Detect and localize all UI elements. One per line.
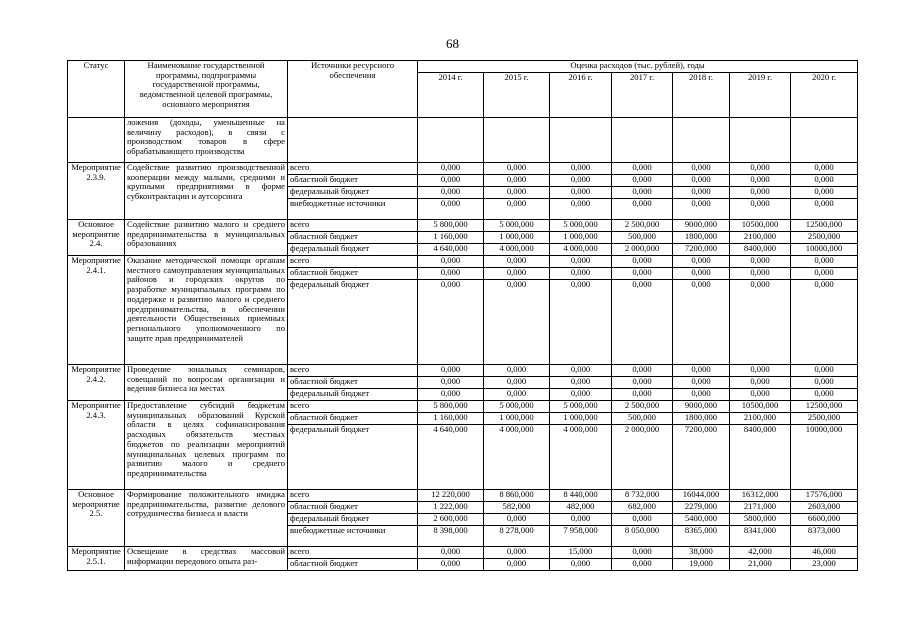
value-cell: 500,000 (612, 413, 673, 425)
status-cell: Мероприятие 2.4.2. (68, 365, 125, 401)
value-cell: 0,000 (612, 559, 673, 571)
value-cell: 21,000 (730, 559, 791, 571)
value-cell: 12500,000 (791, 401, 858, 413)
value-cell: 0,000 (484, 365, 550, 377)
value-cell: 4 000,000 (550, 425, 612, 490)
header-sources: Источники ресурсного обеспечения (288, 61, 418, 118)
program-name-cell: Предоставление субсидий бюджетам муниципальных образований Курской области в целях софинансирования расходных обязательств местных бюджетов по реализации мероприятий муниципальных целевых программ по развитию малого и среднего предпринимательства (125, 401, 288, 490)
value-cell: 5 000,000 (484, 220, 550, 232)
value-cell: 2 000,000 (612, 425, 673, 490)
value-cell: 0,000 (612, 256, 673, 268)
table-row (68, 118, 858, 163)
value-cell: 0,000 (418, 175, 484, 187)
value-cell: 0,000 (550, 175, 612, 187)
value-cell: 0,000 (791, 199, 858, 220)
value-cell: 2 500,000 (612, 220, 673, 232)
value-cell: 5 000,000 (550, 401, 612, 413)
value-cell: 0,000 (730, 163, 791, 175)
value-cell: 582,000 (484, 502, 550, 514)
value-cell: 0,000 (418, 377, 484, 389)
table-row (68, 547, 858, 559)
value-cell: 0,000 (550, 256, 612, 268)
value-cell: 23,000 (791, 559, 858, 571)
value-cell: 0,000 (484, 377, 550, 389)
header-year: 2017 г. (612, 73, 673, 118)
source-cell: всего (288, 401, 418, 413)
value-cell: 7 958,000 (550, 526, 612, 547)
value-cell: 0,000 (673, 175, 730, 187)
value-cell: 2171,000 (730, 502, 791, 514)
value-cell: 0,000 (550, 280, 612, 365)
value-cell: 0,000 (791, 163, 858, 175)
value-cell: 0,000 (791, 377, 858, 389)
value-cell: 0,000 (550, 377, 612, 389)
source-cell: областной бюджет (288, 559, 418, 571)
value-cell: 10500,000 (730, 220, 791, 232)
value-cell: 0,000 (730, 256, 791, 268)
value-cell: 1 222,000 (418, 502, 484, 514)
value-cell: 0,000 (730, 199, 791, 220)
value-cell: 0,000 (612, 280, 673, 365)
value-cell: 0,000 (550, 199, 612, 220)
value-cell: 0,000 (550, 268, 612, 280)
source-cell: всего (288, 163, 418, 175)
source-cell: областной бюджет (288, 413, 418, 425)
value-cell: 4 000,000 (484, 244, 550, 256)
value-cell: 500,000 (612, 232, 673, 244)
value-cell: 0,000 (612, 199, 673, 220)
value-cell: 0,000 (730, 268, 791, 280)
value-cell: 0,000 (612, 547, 673, 559)
source-cell: областной бюджет (288, 175, 418, 187)
value-cell: 5 000,000 (550, 220, 612, 232)
status-cell: Мероприятие 2.5.1. (68, 547, 125, 571)
table-row (68, 490, 858, 502)
value-cell: 5400,000 (673, 514, 730, 526)
value-cell: 0,000 (612, 187, 673, 199)
status-cell: Мероприятие 2.4.3. (68, 401, 125, 490)
table-row (68, 220, 858, 232)
source-cell: федеральный бюджет (288, 425, 418, 490)
value-cell: 8 440,000 (550, 490, 612, 502)
value-cell: 9000,000 (673, 220, 730, 232)
value-cell: 8365,000 (673, 526, 730, 547)
expenditure-table (67, 60, 858, 571)
value-cell: 17576,000 (791, 490, 858, 502)
value-cell: 2100,000 (730, 413, 791, 425)
value-cell: 4 640,000 (418, 244, 484, 256)
value-cell: 0,000 (484, 389, 550, 401)
value-cell: 0,000 (791, 365, 858, 377)
value-cell: 0,000 (673, 199, 730, 220)
value-cell: 8 732,000 (612, 490, 673, 502)
value-cell: 8400,000 (730, 244, 791, 256)
value-cell: 0,000 (418, 163, 484, 175)
status-cell: Основное мероприятие 2.4. (68, 220, 125, 256)
value-cell: 0,000 (612, 365, 673, 377)
program-name-cell: Формирование положительного имиджа предпринимательства, развитие делового сотрудничества бизнеса и власти (125, 490, 288, 547)
value-cell: 16312,000 (730, 490, 791, 502)
status-cell: Основное мероприятие 2.5. (68, 490, 125, 547)
source-cell: внебюджетные источники (288, 526, 418, 547)
value-cell: 8400,000 (730, 425, 791, 490)
value-cell: 0,000 (484, 199, 550, 220)
value-cell: 2 000,000 (612, 244, 673, 256)
value-cell: 10500,000 (730, 401, 791, 413)
status-cell (68, 118, 125, 163)
source-cell: федеральный бюджет (288, 389, 418, 401)
value-cell: 0,000 (791, 280, 858, 365)
value-cell: 10000,000 (791, 244, 858, 256)
header-year: 2014 г. (418, 73, 484, 118)
value-cell: 0,000 (484, 187, 550, 199)
value-cell: 0,000 (418, 389, 484, 401)
value-cell: 0,000 (791, 389, 858, 401)
value-cell: 1 000,000 (550, 413, 612, 425)
program-name-cell: Оказание методической помощи органам местного самоуправления муниципальных районов и городских округов по разработке муниципальных программ по поддержке и развитию малого и среднего предпринимательства, в обеспечении деятельности Общественных приемных регионального уполномоченного по защите прав предпринимателей (125, 256, 288, 365)
value-cell: 0,000 (730, 187, 791, 199)
value-cell: 0,000 (673, 268, 730, 280)
value-cell: 0,000 (730, 280, 791, 365)
value-cell: 8 860,000 (484, 490, 550, 502)
value-cell: 0,000 (673, 163, 730, 175)
table-body (68, 118, 858, 571)
value-cell: 0,000 (673, 280, 730, 365)
value-cell: 0,000 (673, 365, 730, 377)
value-cell: 10000,000 (791, 425, 858, 490)
value-cell: 5 800,000 (418, 220, 484, 232)
table-row (68, 365, 858, 377)
value-cell: 1 160,000 (418, 232, 484, 244)
value-cell (730, 118, 791, 163)
value-cell: 8 398,000 (418, 526, 484, 547)
header-year: 2019 г. (730, 73, 791, 118)
header-year: 2016 г. (550, 73, 612, 118)
header-estimate: Оценка расходов (тыс. рублей), годы (418, 61, 858, 73)
value-cell: 42,000 (730, 547, 791, 559)
value-cell: 1800,000 (673, 413, 730, 425)
source-cell: федеральный бюджет (288, 244, 418, 256)
header-year: 2015 г. (484, 73, 550, 118)
value-cell: 0,000 (418, 365, 484, 377)
value-cell: 0,000 (612, 268, 673, 280)
table-row (68, 256, 858, 268)
source-cell: всего (288, 256, 418, 268)
header-name: Наименование государственной программы, подпрограммы государственной программы, ведомственной целевой программы, основного мероприятия (125, 61, 288, 118)
value-cell (550, 118, 612, 163)
value-cell: 12 220,000 (418, 490, 484, 502)
value-cell: 16044,000 (673, 490, 730, 502)
value-cell: 19,000 (673, 559, 730, 571)
value-cell: 0,000 (673, 389, 730, 401)
value-cell: 0,000 (418, 559, 484, 571)
value-cell: 7200,000 (673, 244, 730, 256)
header-status: Статус (68, 61, 125, 118)
source-cell: всего (288, 547, 418, 559)
value-cell: 9000,000 (673, 401, 730, 413)
value-cell (791, 118, 858, 163)
value-cell: 0,000 (484, 559, 550, 571)
value-cell: 4 000,000 (550, 244, 612, 256)
source-cell (288, 118, 418, 163)
source-cell: областной бюджет (288, 377, 418, 389)
value-cell: 0,000 (418, 187, 484, 199)
status-cell: Мероприятие 2.4.1. (68, 256, 125, 365)
value-cell: 2500,000 (791, 413, 858, 425)
value-cell: 0,000 (484, 514, 550, 526)
value-cell: 0,000 (673, 187, 730, 199)
value-cell: 5800,000 (730, 514, 791, 526)
value-cell: 0,000 (612, 163, 673, 175)
source-cell: федеральный бюджет (288, 280, 418, 365)
value-cell: 0,000 (484, 256, 550, 268)
value-cell: 2 600,000 (418, 514, 484, 526)
value-cell: 8 278,000 (484, 526, 550, 547)
source-cell: всего (288, 365, 418, 377)
value-cell: 5 000,000 (484, 401, 550, 413)
table-row (68, 163, 858, 175)
value-cell: 1800,000 (673, 232, 730, 244)
header-year: 2020 г. (791, 73, 858, 118)
value-cell: 1 000,000 (484, 413, 550, 425)
program-name-cell: Проведение зональных семинаров, совещаний по вопросам организации и ведения бизнеса на местах (125, 365, 288, 401)
value-cell: 4 000,000 (484, 425, 550, 490)
header-year: 2018 г. (673, 73, 730, 118)
value-cell: 7200,000 (673, 425, 730, 490)
value-cell: 2603,000 (791, 502, 858, 514)
value-cell: 0,000 (730, 175, 791, 187)
value-cell: 0,000 (484, 280, 550, 365)
program-name-cell: ложения (доходы, уменьшенные на величину расходов), в связи с производством товаров в сфере обрабатывающего производства (125, 118, 288, 163)
source-cell: областной бюджет (288, 232, 418, 244)
value-cell: 0,000 (730, 377, 791, 389)
value-cell: 0,000 (418, 256, 484, 268)
value-cell: 0,000 (791, 256, 858, 268)
value-cell: 2100,000 (730, 232, 791, 244)
source-cell: областной бюджет (288, 502, 418, 514)
source-cell: всего (288, 220, 418, 232)
source-cell: областной бюджет (288, 268, 418, 280)
value-cell: 0,000 (673, 377, 730, 389)
value-cell: 0,000 (673, 256, 730, 268)
value-cell: 2 500,000 (612, 401, 673, 413)
value-cell: 0,000 (612, 389, 673, 401)
value-cell: 0,000 (612, 377, 673, 389)
page-number: 68 (446, 36, 459, 51)
value-cell: 0,000 (550, 163, 612, 175)
value-cell: 0,000 (418, 280, 484, 365)
value-cell: 0,000 (418, 268, 484, 280)
status-cell: Мероприятие 2.3.9. (68, 163, 125, 220)
value-cell: 0,000 (550, 514, 612, 526)
value-cell: 1 000,000 (550, 232, 612, 244)
value-cell (612, 118, 673, 163)
source-cell: федеральный бюджет (288, 514, 418, 526)
value-cell: 0,000 (612, 175, 673, 187)
source-cell: всего (288, 490, 418, 502)
table-row (68, 401, 858, 413)
value-cell: 5 800,000 (418, 401, 484, 413)
value-cell: 0,000 (550, 365, 612, 377)
value-cell: 0,000 (550, 187, 612, 199)
value-cell: 8373,000 (791, 526, 858, 547)
value-cell: 1 160,000 (418, 413, 484, 425)
source-cell: внебюджетные источники (288, 199, 418, 220)
value-cell: 0,000 (484, 175, 550, 187)
value-cell: 0,000 (550, 559, 612, 571)
value-cell: 0,000 (791, 187, 858, 199)
value-cell (484, 118, 550, 163)
value-cell: 482,000 (550, 502, 612, 514)
value-cell: 12500,000 (791, 220, 858, 232)
value-cell: 0,000 (484, 163, 550, 175)
value-cell: 0,000 (730, 365, 791, 377)
value-cell: 8 050,000 (612, 526, 673, 547)
value-cell: 0,000 (550, 389, 612, 401)
value-cell: 8341,000 (730, 526, 791, 547)
value-cell: 682,000 (612, 502, 673, 514)
value-cell: 0,000 (484, 547, 550, 559)
value-cell: 4 640,000 (418, 425, 484, 490)
value-cell: 2279,000 (673, 502, 730, 514)
value-cell (418, 118, 484, 163)
value-cell: 2500,000 (791, 232, 858, 244)
value-cell: 0,000 (730, 389, 791, 401)
program-name-cell: Содействие развитию малого и среднего предпринимательства в муниципальных образованиях (125, 220, 288, 256)
value-cell: 0,000 (612, 514, 673, 526)
value-cell: 6600,000 (791, 514, 858, 526)
program-name-cell: Освещение в средствах массовой информации передового опыта раз- (125, 547, 288, 571)
value-cell: 1 000,000 (484, 232, 550, 244)
value-cell: 0,000 (418, 547, 484, 559)
value-cell: 38,000 (673, 547, 730, 559)
value-cell: 0,000 (418, 199, 484, 220)
value-cell: 15,000 (550, 547, 612, 559)
value-cell: 0,000 (791, 175, 858, 187)
value-cell: 0,000 (484, 268, 550, 280)
value-cell: 46,000 (791, 547, 858, 559)
program-name-cell: Содействие развитию производственной кооперации между малыми, средними и крупными предприятиями в форме субконтрактации и аутсорсинга (125, 163, 288, 220)
source-cell: федеральный бюджет (288, 187, 418, 199)
value-cell (673, 118, 730, 163)
value-cell: 0,000 (791, 268, 858, 280)
